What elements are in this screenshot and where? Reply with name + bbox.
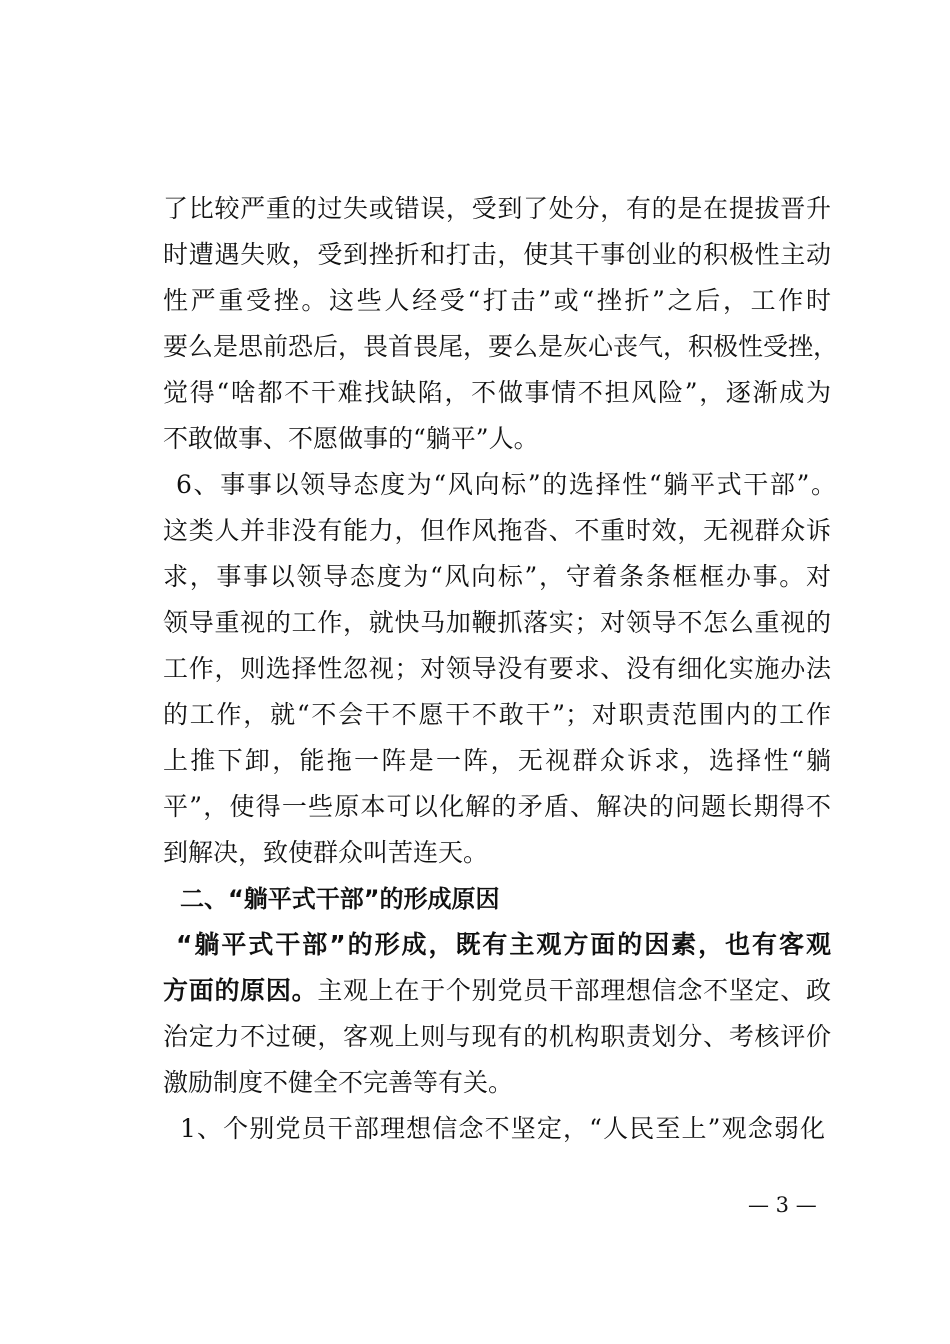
bold-phrase: 方面的原因。	[163, 976, 318, 1005]
body-line: 治定力不过硬，客观上则与现有的机构职责划分、考核评价	[163, 1022, 831, 1051]
body-line: 工作，则选择性忽视；对领导没有要求、没有细化实施办法	[163, 654, 831, 683]
body-line: 性严重受挫。这些人经受“打击”或“挫折”之后，工作时	[163, 286, 831, 315]
body-line: 时遭遇失败，受到挫折和打击，使其干事创业的积极性主动	[163, 240, 831, 269]
body-line: 要么是思前恐后，畏首畏尾，要么是灰心丧气，积极性受挫，	[163, 332, 839, 361]
body-line: 平”，使得一些原本可以化解的矛盾、解决的问题长期得不	[163, 792, 831, 821]
body-line: 领导重视的工作，就快马加鞭抓落实；对领导不怎么重视的	[163, 608, 831, 637]
body-line: 的工作，就“不会干不愿干不敢干”；对职责范围内的工作	[163, 700, 831, 729]
body-line: 上推下卸，能拖一阵是一阵，无视群众诉求，选择性“躺	[163, 746, 831, 775]
page-number: — 3 —	[748, 1193, 817, 1217]
paragraph-lead-line: “躺平式干部”的形成，既有主观方面的因素，也有客观	[176, 930, 831, 959]
item-6-heading-line: 6、事事以领导态度为“风向标”的选择性“躺平式干部”。	[176, 470, 836, 499]
regular-phrase: 主观上在于个别党员干部理想信念不坚定、政	[317, 976, 831, 1005]
paragraph-mixed-line	[163, 975, 831, 1007]
item-1-heading-line: 1、个别党员干部理想信念不坚定，“人民至上”观念弱化	[180, 1114, 825, 1143]
body-line: 了比较严重的过失或错误，受到了处分，有的是在提拔晋升	[163, 194, 831, 223]
body-line: 激励制度不健全不完善等有关。	[163, 1068, 514, 1097]
section-heading: 二、“躺平式干部”的形成原因	[180, 885, 500, 913]
body-line: 不敢做事、不愿做事的“躺平”人。	[163, 424, 539, 453]
body-line: 这类人并非没有能力，但作风拖沓、不重时效，无视群众诉	[163, 516, 831, 545]
body-line: 到解决，致使群众叫苦连天。	[163, 838, 489, 867]
body-line: 觉得“啥都不干难找缺陷，不做事情不担风险”，逐渐成为	[163, 378, 831, 407]
body-line: 求，事事以领导态度为“风向标”，守着条条框框办事。对	[163, 562, 831, 591]
